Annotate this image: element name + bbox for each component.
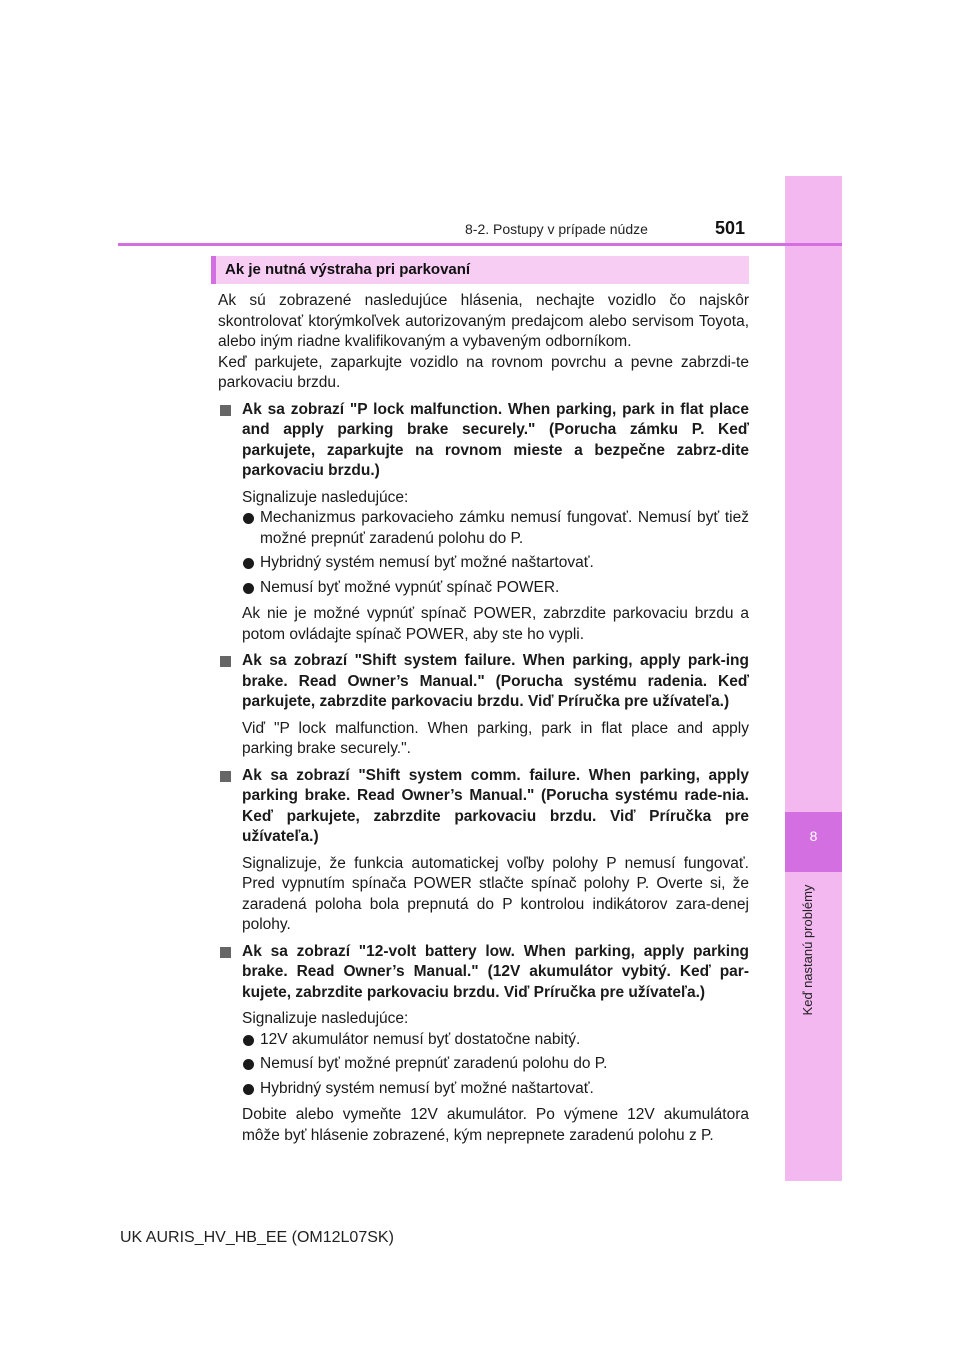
intro-paragraph: Keď parkujete, zaparkujte vozidlo na rovnom povrchu a pevne zabrzdi-te parkovaciu brzdu. [218, 353, 749, 391]
section-title: Ak je nutná výstraha pri parkovaní [225, 261, 471, 278]
message-block [218, 651, 749, 760]
circle-bullet-icon [243, 1059, 254, 1070]
chapter-title: Keď nastanú problémy [800, 884, 815, 1016]
circle-bullet-icon [243, 1084, 254, 1095]
section-heading-accent [211, 256, 216, 284]
list-item: Nemusí byť možné vypnúť spínač POWER. [218, 578, 749, 599]
message-tail: Ak nie je možné vypnúť spínač POWER, zabrzdite parkovaciu brzdu a potom ovládajte spínač POWER, aby ste ho vypli. [242, 605, 749, 643]
header-divider [118, 243, 842, 246]
message-block [218, 400, 749, 646]
message-lead: Signalizuje nasledujúce: [242, 1010, 409, 1027]
list-item: Nemusí byť možné prepnúť zaradenú polohu do P. [218, 1054, 749, 1075]
intro-paragraph: Ak sú zobrazené nasledujúce hlásenia, nechajte vozidlo čo najskôr skontrolovať ktorýmkoľvek autorizovaným predajcom alebo servisom Toyota, alebo iným riadne kvalifikovaným a vybaveným odborníkom. [218, 292, 749, 350]
chapter-sidebar [785, 176, 842, 1181]
message-lead: Signalizuje nasledujúce: [242, 488, 409, 506]
square-bullet-icon [220, 947, 231, 958]
header-section-title: 8-2. Postupy v prípade núdze [465, 221, 648, 237]
list-item: Hybridný systém nemusí byť možné naštartovať. [218, 1079, 749, 1100]
list-item: 12V akumulátor nemusí byť dostatočne nabitý. [218, 1030, 749, 1051]
square-bullet-icon [220, 405, 231, 416]
message-heading: Ak sa zobrazí "12-volt battery low. When parking, apply parking brake. Read Owner’s Manual." (12V akumulátor vybitý. Keď par-kujete, zabrzdite parkovaciu brzdu. Viď Príručka pre užívateľa.) [218, 942, 749, 1004]
main-content [218, 291, 749, 1146]
message-heading: Ak sa zobrazí "P lock malfunction. When parking, park in flat place and apply parking brake securely." (Porucha zámku P. Keď parkujete, zaparkujte na rovnom mieste a bezpečne zabrz-dite parkovaciu brzdu.) [218, 400, 749, 482]
message-tail: Dobite alebo vymeňte 12V akumulátor. Po výmene 12V akumulátora môže byť hlásenie zobrazené, kým neprepnete zaradenú polohu z P. [242, 1106, 749, 1144]
chapter-number: 8 [809, 828, 818, 844]
footer-model-code: UK AURIS_HV_HB_EE (OM12L07SK) [120, 1229, 394, 1246]
message-heading: Ak sa zobrazí "Shift system failure. When parking, apply park-ing brake. Read Owner’s Manual." (Porucha systému radenia. Keď parkujete, zabrzdite parkovaciu brzdu. Viď Príručka pre užívateľa.) [218, 651, 749, 713]
list-item: Mechanizmus parkovacieho zámku nemusí fungovať. Nemusí byť tiež možné prepnúť zaradenú polohu do P. [218, 508, 749, 549]
message-block [218, 766, 749, 936]
list-item: Hybridný systém nemusí byť možné naštartovať. [218, 553, 749, 574]
message-block [218, 942, 749, 1147]
square-bullet-icon [220, 656, 231, 667]
circle-bullet-icon [243, 513, 254, 524]
circle-bullet-icon [243, 558, 254, 569]
message-lead: Viď "P lock malfunction. When parking, park in flat place and apply parking brake securely.". [242, 719, 749, 757]
circle-bullet-icon [243, 1035, 254, 1046]
circle-bullet-icon [243, 583, 254, 594]
message-heading: Ak sa zobrazí "Shift system comm. failure. When parking, apply parking brake. Read Owner’s Manual." (Porucha systému rade-nia. Keď parkujete, zabrzdite parkovaciu brzdu. Viď Príručka pre užívateľa.) [218, 766, 749, 848]
chapter-tab[interactable] [785, 812, 842, 872]
square-bullet-icon [220, 771, 231, 782]
page-number: 501 [715, 218, 746, 238]
message-lead: Signalizuje, že funkcia automatickej voľby polohy P nemusí fungovať. Pred vypnutím spínača POWER stlačte spínač polohy P. Overte si, že zaradená poloha bola prepnutá do P kontrolou indikátorov zara-denej polohy. [242, 854, 749, 933]
